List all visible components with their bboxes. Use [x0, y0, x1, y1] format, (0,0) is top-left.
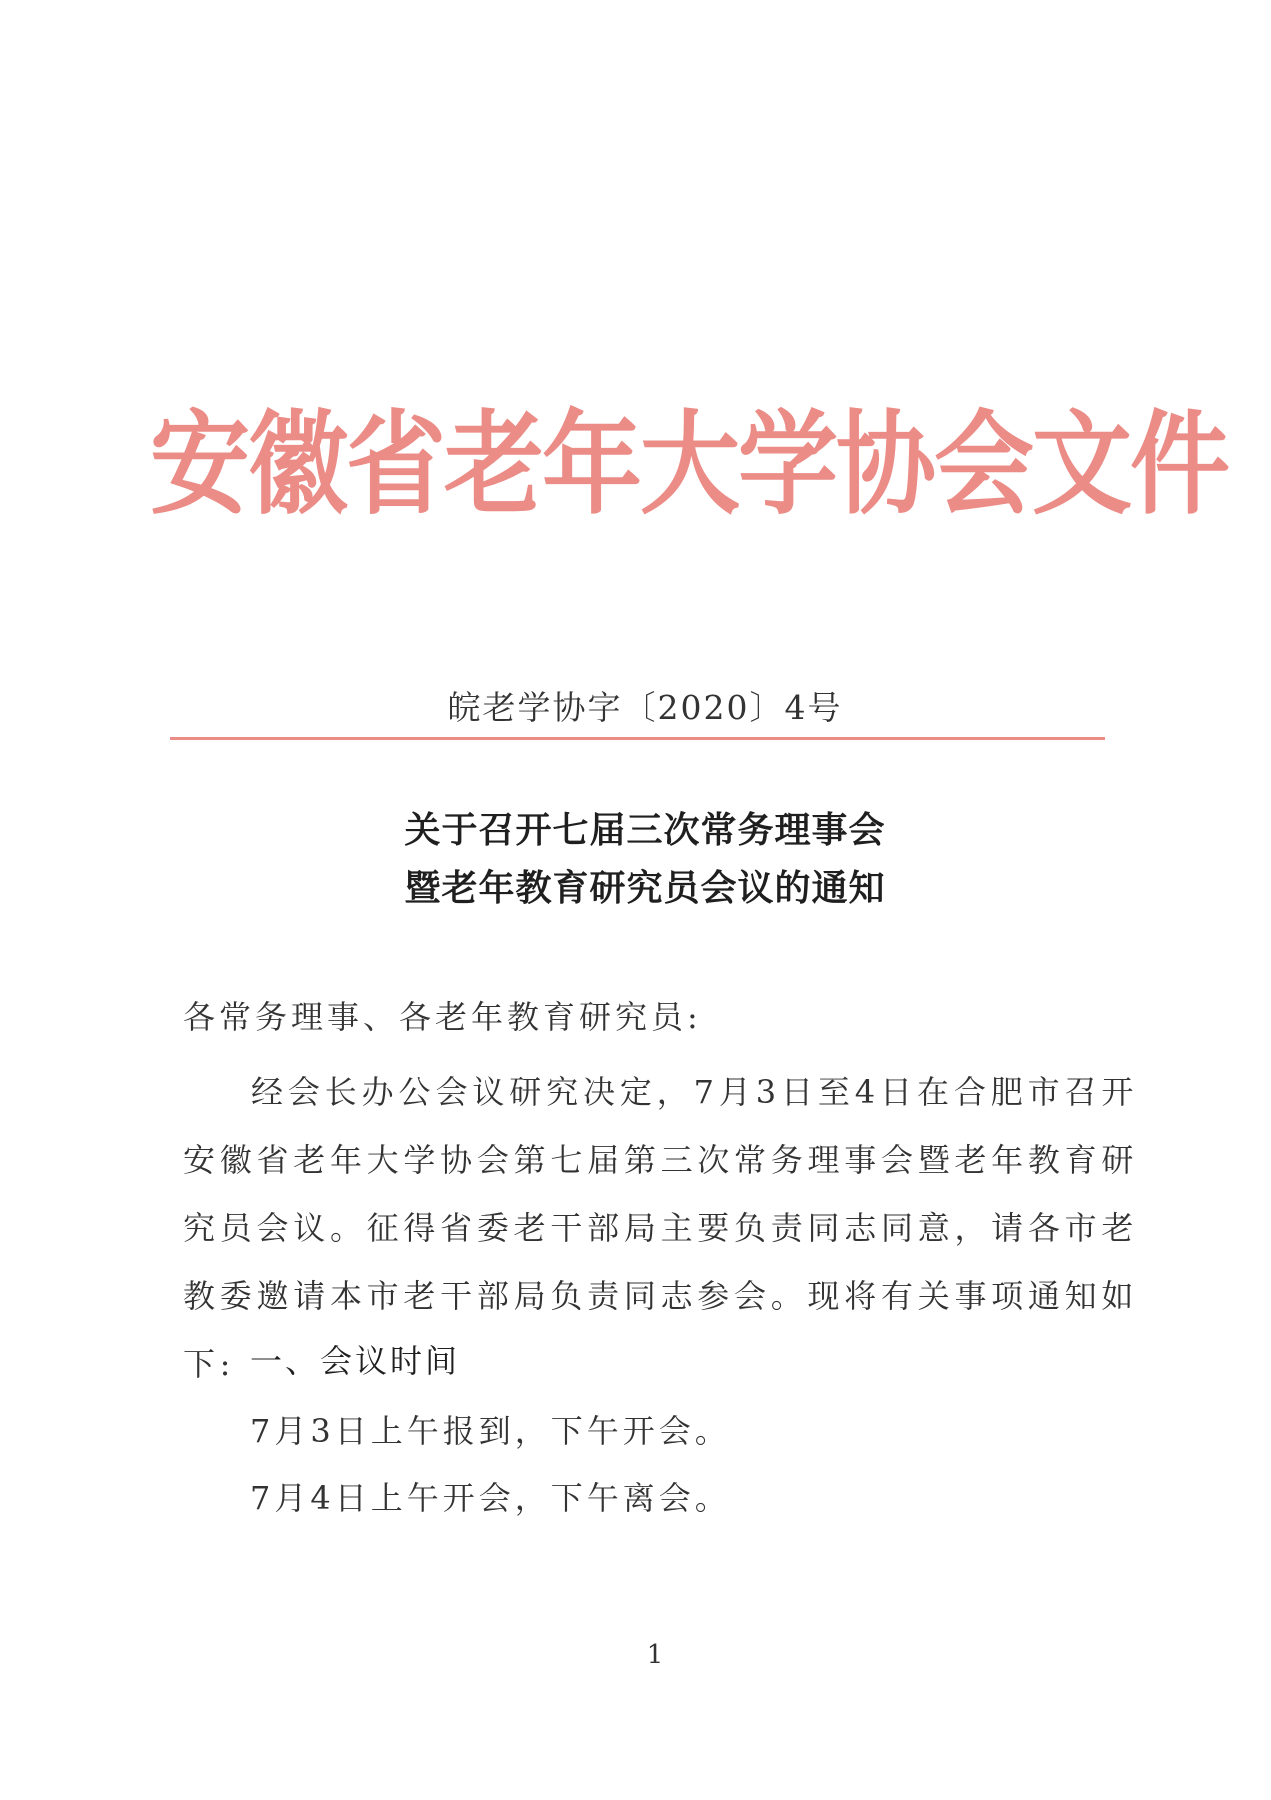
meeting-time-day-2: 7月4日上午开会，下午离会。: [250, 1479, 731, 1517]
red-divider-line: [170, 737, 1105, 740]
body-paragraph: 经会长办公会议研究决定，7月3日至4日在合肥市召开安徽省老年大学协会第七届第三次常务理事会暨老年教育研究员会议。征得省委老干部局主要负责同志同意，请各市老教委邀请本市老干部局负责同志参会。现将有关事项通知如下:: [183, 1073, 1138, 1383]
meeting-time-day-1: 7月3日上午报到，下午开会。: [250, 1412, 731, 1450]
masthead-title: 安徽省老年大学协会文件: [150, 397, 1228, 530]
notice-title-line-2: 暨老年教育研究员会议的通知: [404, 867, 886, 909]
notice-title-line-1: 关于召开七届三次常务理事会: [404, 809, 886, 851]
document-number: 皖老学协字〔2020〕4号: [447, 688, 843, 727]
section-heading-meeting-time: 一、会议时间: [250, 1342, 461, 1380]
salutation: 各常务理事、各老年教育研究员:: [183, 998, 702, 1036]
page-number: 1: [646, 1640, 664, 1670]
